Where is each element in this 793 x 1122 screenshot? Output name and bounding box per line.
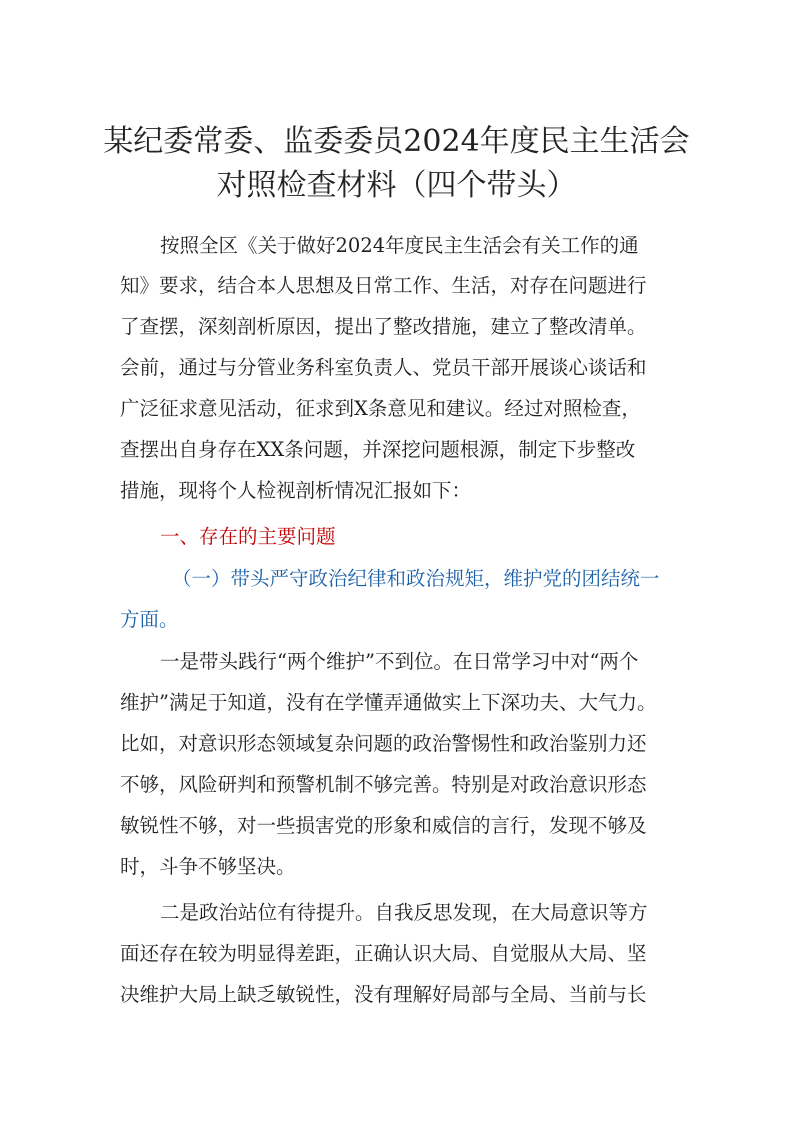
- point2-line: 二是政治站位有待提升。自我反思发现，在大局意识等方: [160, 901, 648, 924]
- subsection-heading-line1: （一）带头严守政治纪律和政治规矩，维护党的团结统一: [172, 567, 660, 590]
- intro-line: 措施，现将个人检视剖析情况汇报如下：: [120, 479, 472, 502]
- intro-line: 了查摆，深刻剖析原因，提出了整改措施，建立了整改清单。: [120, 315, 647, 338]
- point1-line: 不够，风险研判和预警机制不够完善。特别是对政治意识形态: [120, 773, 647, 796]
- intro-line: 查摆出自身存在XX条问题，并深挖问题根源，制定下步整改: [120, 438, 636, 461]
- intro-line: 广泛征求意见活动，征求到X条意见和建议。经过对照检查，: [120, 397, 641, 420]
- subsection-heading-line2: 方面。: [120, 608, 179, 631]
- point1-line: 维护”满足于知道，没有在学懂弄通做实上下深功夫、大气力。: [120, 691, 657, 714]
- point2-line: 面还存在较为明显得差距，正确认识大局、自觉服从大局、坚: [120, 942, 647, 965]
- intro-line: 会前，通过与分管业务科室负责人、党员干部开展谈心谈话和: [120, 356, 647, 379]
- intro-line: 按照全区《关于做好2024年度民主生活会有关工作的通: [160, 234, 639, 257]
- intro-line: 知》要求，结合本人思想及日常工作、生活，对存在问题进行: [120, 274, 647, 297]
- point1-line: 时，斗争不够坚决。: [120, 855, 296, 878]
- point1-line: 比如，对意识形态领域复杂问题的政治警惕性和政治鉴别力还: [120, 732, 647, 755]
- point2-line: 决维护大局上缺乏敏锐性，没有理解好局部与全局、当前与长: [120, 983, 647, 1006]
- point1-line: 一是带头践行“两个维护”不到位。在日常学习中对“两个: [160, 650, 639, 673]
- point1-line: 敏锐性不够，对一些损害党的形象和威信的言行，发现不够及: [120, 814, 647, 837]
- document-title-line2: 对照检查材料（四个带头）: [216, 168, 577, 203]
- document-title-line1: 某纪委常委、监委委员2024年度民主生活会: [103, 124, 690, 159]
- section-heading: 一、存在的主要问题: [160, 525, 336, 548]
